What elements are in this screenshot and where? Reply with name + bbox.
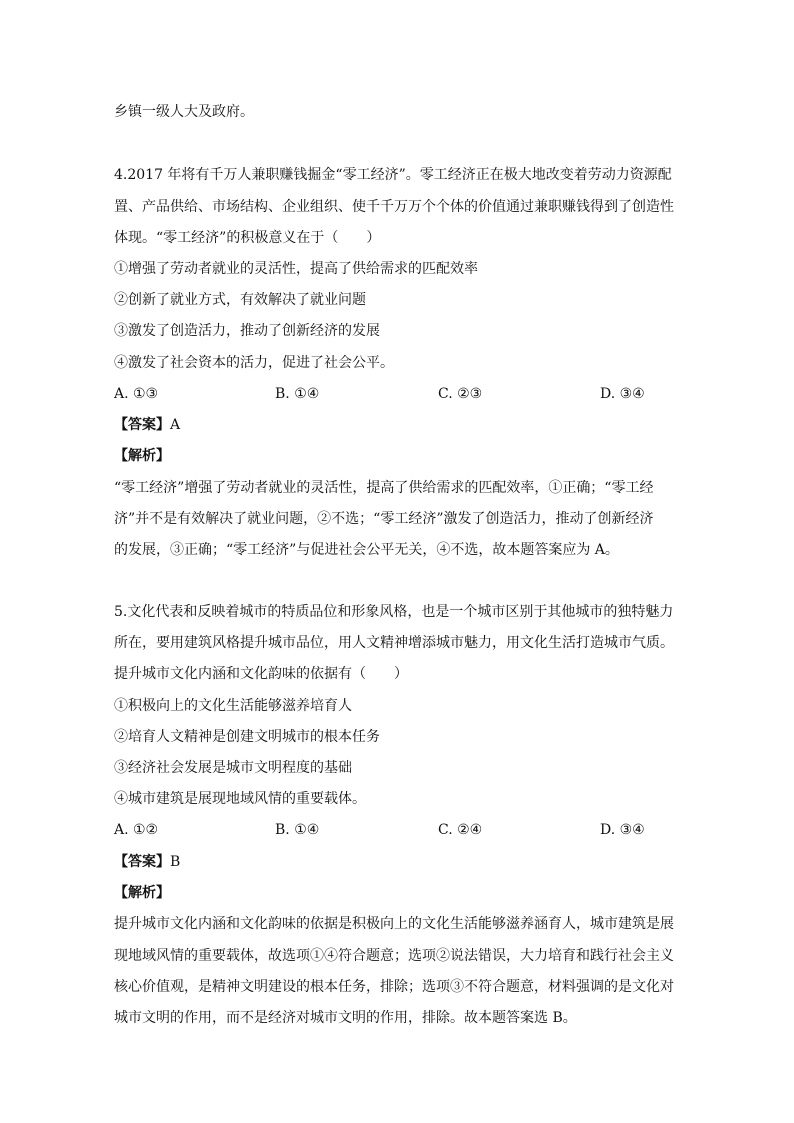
q4-analysis-label: 【解析】 xyxy=(114,448,170,464)
q5-option-a: A. ①② xyxy=(114,822,159,838)
q5-analysis-line-4: 城市文明的作用，而不是经济对城市文明的作用，排除。故本题答案选 B。 xyxy=(114,1010,577,1026)
q4-option-b: B. ①④ xyxy=(275,386,320,402)
q4-analysis-line-3: 的发展，③正确；“零工经济”与促进社会公平无关，④不选，故本题答案应为 A。 xyxy=(114,542,619,558)
q4-answer xyxy=(114,415,180,435)
q5-option-b: B. ①④ xyxy=(275,822,320,838)
q4-statement-1: ①增强了劳动者就业的灵活性，提高了供给需求的匹配效率 xyxy=(114,261,478,277)
q4-statement-2: ②创新了就业方式，有效解决了就业问题 xyxy=(114,292,366,308)
q5-stem-line-2: 所在，要用建筑风格提升城市品位，用人文精神增添城市魅力，用文化生活打造城市气质。 xyxy=(114,635,674,651)
q4-stem-line-1: 4.2017 年将有千万人兼职赚钱掘金“零工经济”。零工经济正在极大地改变着劳动力资源配 xyxy=(114,167,672,183)
q5-analysis-line-2: 现地域风情的重要载体，故选项①④符合题意；选项②说法错误，大力培育和践行社会主义 xyxy=(114,948,674,964)
q5-statement-2: ②培育人文精神是创建文明城市的根本任务 xyxy=(114,729,380,745)
q5-option-c: C. ②④ xyxy=(438,822,483,838)
q5-option-d: D. ③④ xyxy=(600,822,645,838)
q5-statement-4: ④城市建筑是展现地域风情的重要载体。 xyxy=(114,791,366,807)
q4-option-c: C. ②③ xyxy=(438,386,483,402)
q5-analysis-line-3: 核心价值观，是精神文明建设的根本任务，排除；选项③不符合题意，材料强调的是文化对 xyxy=(114,979,674,995)
q4-analysis-line-1: “零工经济”增强了劳动者就业的灵活性，提高了供给需求的匹配效率，①正确；“零工经 xyxy=(114,480,654,496)
q4-option-d: D. ③④ xyxy=(600,386,645,402)
q5-answer-value: B xyxy=(170,854,181,870)
q4-answer-value: A xyxy=(170,417,181,433)
q4-option-a: A. ①③ xyxy=(114,386,159,402)
q4-answer-label: 【答案】 xyxy=(114,417,170,433)
q4-stem-line-2: 置、产品供给、市场结构、企业组织、使千千万万个个体的价值通过兼职赚钱得到了创造性 xyxy=(114,199,674,215)
q5-answer xyxy=(114,852,180,872)
q5-analysis-line-1: 提升城市文化内涵和文化韵味的依据是积极向上的文化生活能够滋养涵育人，城市建筑是展 xyxy=(114,916,674,932)
q5-stem-line-1: 5.文化代表和反映着城市的特质品位和形象风格，也是一个城市区别于其他城市的独特魅力 xyxy=(114,604,674,620)
q5-statement-3: ③经济社会发展是城市文明程度的基础 xyxy=(114,760,352,776)
q5-statement-1: ①积极向上的文化生活能够滋养培育人 xyxy=(114,698,352,714)
q5-analysis-label: 【解析】 xyxy=(114,885,170,901)
q4-stem-line-3: 体现。“零工经济”的积极意义在于（ ） xyxy=(114,230,381,246)
q5-answer-label: 【答案】 xyxy=(114,854,170,870)
intro-tail: 乡镇一级人大及政府。 xyxy=(114,104,254,120)
q4-statement-3: ③激发了创造活力，推动了创新经济的发展 xyxy=(114,323,380,339)
q4-statement-4: ④激发了社会资本的活力，促进了社会公平。 xyxy=(114,355,394,371)
q5-stem-line-3: 提升城市文化内涵和文化韵味的依据有（ ） xyxy=(114,666,408,682)
q4-analysis-line-2: 济”并不是有效解决了就业问题，②不选；“零工经济”激发了创造活力，推动了创新经济 xyxy=(114,511,654,527)
